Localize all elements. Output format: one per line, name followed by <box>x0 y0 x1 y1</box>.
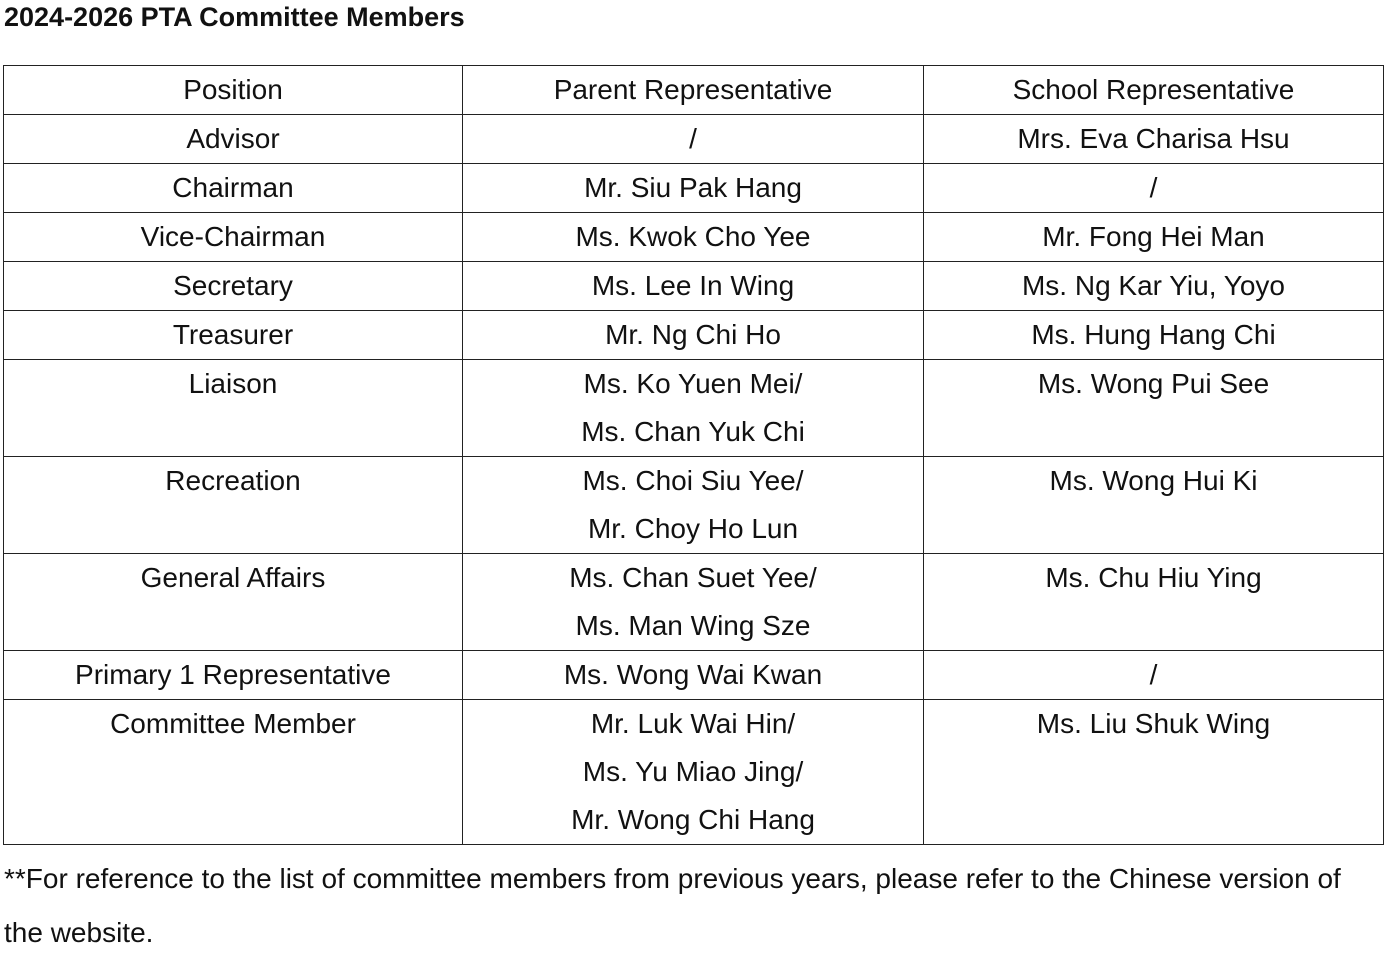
parent-representative-name: Ms. Yu Miao Jing/ <box>582 756 804 787</box>
parent-representative-cell <box>463 554 924 651</box>
parent-representative-name: Ms. Man Wing Sze <box>575 610 811 641</box>
parent-representative-name: Mr. Luk Wai Hin/ <box>590 708 796 739</box>
parent-representative-name: Mr. Ng Chi Ho <box>605 319 781 350</box>
parent-representative-cell <box>463 457 924 554</box>
position-cell: Recreation <box>4 457 463 554</box>
table-row <box>4 262 1384 311</box>
position-cell: Chairman <box>4 164 463 213</box>
school-representative-cell: Ms. Chu Hiu Ying <box>924 554 1384 651</box>
parent-representative-name: Ms. Chan Suet Yee/ <box>569 562 817 593</box>
page-title: 2024-2026 PTA Committee Members <box>4 2 465 32</box>
school-representative-cell: / <box>924 651 1384 700</box>
table-row <box>4 360 1384 457</box>
parent-representative-name: Mr. Siu Pak Hang <box>584 172 802 203</box>
school-representative-cell: Ms. Hung Hang Chi <box>924 311 1384 360</box>
position-cell: Advisor <box>4 115 463 164</box>
parent-representative-cell <box>463 700 924 845</box>
column-header-school-representative: School Representative <box>924 66 1384 115</box>
column-header-parent-representative: Parent Representative <box>463 66 924 115</box>
school-representative-cell: / <box>924 164 1384 213</box>
table-row <box>4 213 1384 262</box>
parent-representative-name: Ms. Ko Yuen Mei/ <box>583 368 803 399</box>
table-row <box>4 115 1384 164</box>
table-row <box>4 651 1384 700</box>
position-cell: General Affairs <box>4 554 463 651</box>
position-cell: Vice-Chairman <box>4 213 463 262</box>
table-row <box>4 457 1384 554</box>
school-representative-cell: Ms. Wong Hui Ki <box>924 457 1384 554</box>
school-representative-cell: Mrs. Eva Charisa Hsu <box>924 115 1384 164</box>
parent-representative-name: / <box>689 123 697 154</box>
parent-representative-name: Mr. Choy Ho Lun <box>587 513 799 544</box>
school-representative-cell: Ms. Ng Kar Yiu, Yoyo <box>924 262 1384 311</box>
table-header-row <box>4 66 1384 115</box>
parent-representative-cell <box>463 360 924 457</box>
table-row <box>4 164 1384 213</box>
position-cell: Committee Member <box>4 700 463 845</box>
parent-representative-name: Ms. Lee In Wing <box>591 270 795 301</box>
parent-representative-cell <box>463 311 924 360</box>
school-representative-cell: Ms. Wong Pui See <box>924 360 1384 457</box>
parent-representative-cell <box>463 651 924 700</box>
table-row <box>4 311 1384 360</box>
parent-representative-name: Ms. Kwok Cho Yee <box>575 221 811 252</box>
parent-representative-cell <box>463 164 924 213</box>
parent-representative-name: Ms. Chan Yuk Chi <box>581 416 805 447</box>
school-representative-cell: Ms. Liu Shuk Wing <box>924 700 1384 845</box>
position-cell: Secretary <box>4 262 463 311</box>
table-row <box>4 554 1384 651</box>
parent-representative-name: Mr. Wong Chi Hang <box>571 804 815 835</box>
position-cell: Treasurer <box>4 311 463 360</box>
parent-representative-name: Ms. Choi Siu Yee/ <box>582 465 804 496</box>
column-header-position: Position <box>4 66 463 115</box>
parent-representative-cell <box>463 213 924 262</box>
footnote: **For reference to the list of committee members from previous years, please refer to the Chinese version of the website. <box>4 863 1341 948</box>
position-cell: Primary 1 Representative <box>4 651 463 700</box>
school-representative-cell: Mr. Fong Hei Man <box>924 213 1384 262</box>
position-cell: Liaison <box>4 360 463 457</box>
parent-representative-cell <box>463 262 924 311</box>
parent-representative-cell <box>463 115 924 164</box>
table-row <box>4 700 1384 845</box>
parent-representative-name: Ms. Wong Wai Kwan <box>563 659 823 690</box>
table-body <box>4 115 1384 845</box>
committee-table <box>3 65 1384 845</box>
